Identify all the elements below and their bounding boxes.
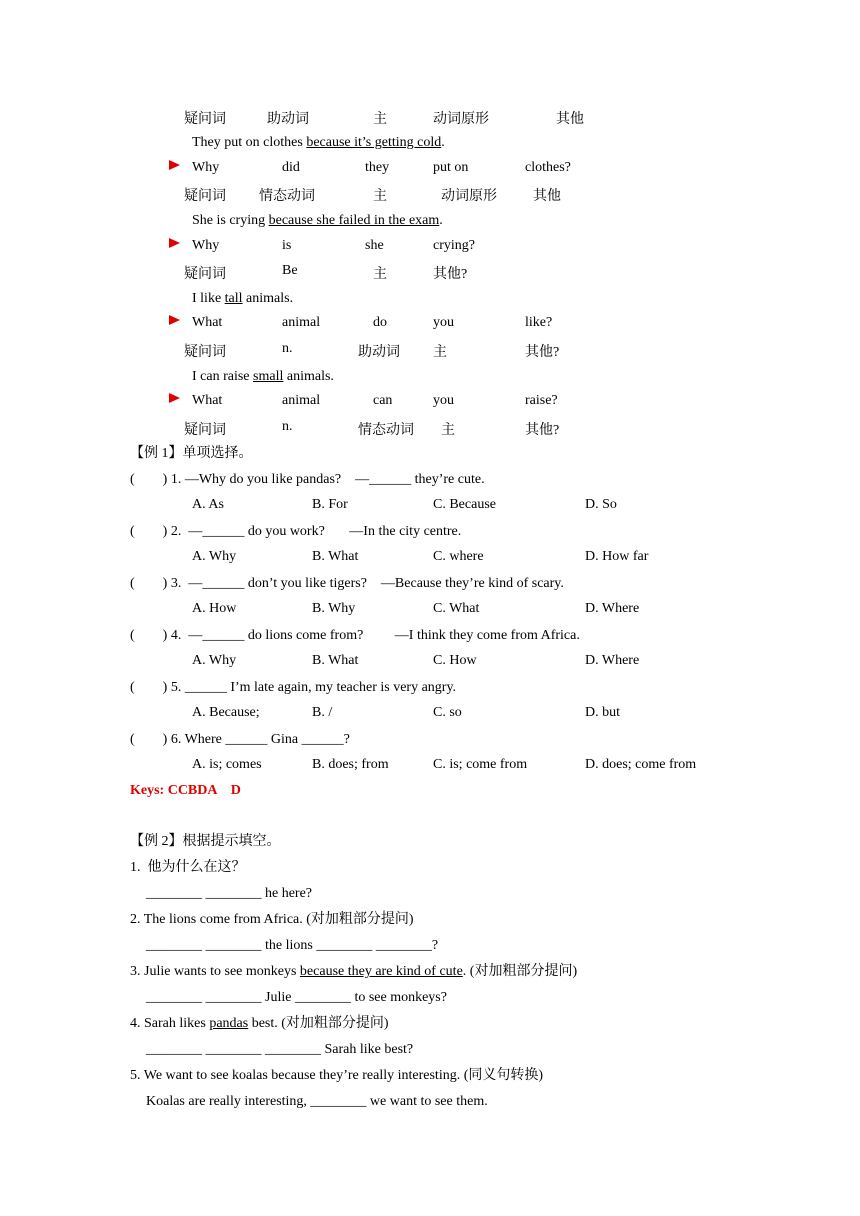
section-title: 【例 1】单项选择。 [130, 446, 253, 461]
section-title: 【例 2】根据提示填空。 [130, 834, 281, 849]
option-d: D. does; come from [585, 757, 697, 772]
label-cell: 疑问词 [184, 112, 226, 127]
option-b: B. / [312, 705, 333, 720]
option-a: A. Because; [192, 705, 260, 720]
option-d: D. How far [585, 549, 649, 564]
option-a: A. is; comes [192, 757, 262, 772]
option-b: B. What [312, 653, 359, 668]
option-c: C. so [433, 705, 462, 720]
label-cell: 主 [373, 267, 387, 282]
label-cell: 其他? [433, 267, 468, 282]
label-cell: 情态动词 [358, 423, 414, 438]
label-cell: 主 [441, 423, 455, 438]
word-cell: animal [282, 393, 321, 408]
label-cell: 其他 [556, 112, 584, 127]
option-c: C. How [433, 653, 477, 668]
word-cell: animal [282, 315, 321, 330]
red-arrow-icon [169, 315, 180, 325]
word-cell: What [192, 315, 223, 330]
option-a: A. Why [192, 653, 237, 668]
question-text: 3. Julie wants to see monkeys because they are kind of cute. (对加粗部分提问) [130, 964, 578, 979]
word-cell: can [373, 393, 393, 408]
option-b: B. For [312, 497, 348, 512]
example-sentence: She is crying because she failed in the exam. [192, 213, 443, 228]
label-cell: 主 [433, 345, 447, 360]
option-c: C. where [433, 549, 484, 564]
word-cell: they [365, 160, 390, 175]
label-cell: n. [282, 419, 293, 434]
option-d: D. but [585, 705, 620, 720]
word-cell: she [365, 238, 384, 253]
label-cell: 疑问词 [184, 423, 226, 438]
option-d: D. So [585, 497, 617, 512]
label-cell: 其他? [525, 423, 560, 438]
option-d: D. Where [585, 653, 640, 668]
question-text: 1. 他为什么在这？ [130, 860, 246, 875]
label-cell: n. [282, 341, 293, 356]
option-b: B. Why [312, 601, 356, 616]
label-cell: 情态动词 [259, 189, 315, 204]
word-cell: Why [192, 238, 220, 253]
word-cell: clothes? [525, 160, 571, 175]
word-cell: What [192, 393, 223, 408]
option-c: C. Because [433, 497, 496, 512]
red-arrow-icon [169, 160, 180, 170]
option-b: B. What [312, 549, 359, 564]
label-cell: 疑问词 [184, 345, 226, 360]
word-cell: Why [192, 160, 220, 175]
label-cell: 其他? [525, 345, 560, 360]
question-text: ( ) 6. Where ______ Gina ______? [130, 732, 350, 747]
word-cell: put on [433, 160, 469, 175]
word-cell: do [373, 315, 387, 330]
label-cell: 主 [373, 189, 387, 204]
example-sentence: I like tall animals. [192, 291, 294, 306]
answer-keys: Keys: CCBDA D [130, 783, 241, 798]
question-text: ( ) 5. ______ I’m late again, my teacher is very angry. [130, 680, 457, 695]
option-c: C. What [433, 601, 480, 616]
option-c: C. is; come from [433, 757, 528, 772]
label-cell: 疑问词 [184, 267, 226, 282]
word-cell: you [433, 393, 454, 408]
example-sentence: I can raise small animals. [192, 369, 334, 384]
question-text: ( ) 2. —______ do you work? —In the city centre. [130, 524, 462, 539]
label-cell: Be [282, 263, 298, 278]
blank-line: ________ ________ he here? [146, 886, 313, 901]
label-cell: 助动词 [358, 345, 400, 360]
label-cell: 其他 [533, 189, 561, 204]
blank-line: Koalas are really interesting, ________ we want to see them. [146, 1094, 488, 1109]
option-d: D. Where [585, 601, 640, 616]
question-text: ( ) 4. —______ do lions come from? —I think they come from Africa. [130, 628, 580, 643]
word-cell: like? [525, 315, 553, 330]
question-text: 5. We want to see koalas because they’re really interesting. (同义句转换) [130, 1068, 544, 1083]
red-arrow-icon [169, 393, 180, 403]
blank-line: ________ ________ Julie ________ to see monkeys? [146, 990, 447, 1005]
red-arrow-icon [169, 238, 180, 248]
blank-line: ________ ________ the lions ________ ________? [146, 938, 439, 953]
question-text: ( ) 1. —Why do you like pandas? —______ they’re cute. [130, 472, 485, 487]
option-a: A. As [192, 497, 224, 512]
example-sentence: They put on clothes because it’s getting cold. [192, 135, 445, 150]
word-cell: is [282, 238, 292, 253]
question-text: 4. Sarah likes pandas best. (对加粗部分提问) [130, 1016, 389, 1031]
word-cell: crying? [433, 238, 475, 253]
label-cell: 助动词 [267, 112, 309, 127]
question-text: ( ) 3. —______ don’t you like tigers? —Because they’re kind of scary. [130, 576, 564, 591]
label-cell: 动词原形 [433, 112, 489, 127]
label-cell: 主 [373, 112, 387, 127]
label-cell: 疑问词 [184, 189, 226, 204]
option-a: A. How [192, 601, 237, 616]
option-b: B. does; from [312, 757, 389, 772]
word-cell: you [433, 315, 454, 330]
word-cell: did [282, 160, 300, 175]
label-cell: 动词原形 [441, 189, 497, 204]
word-cell: raise? [525, 393, 558, 408]
blank-line: ________ ________ ________ Sarah like best? [146, 1042, 414, 1057]
option-a: A. Why [192, 549, 237, 564]
question-text: 2. The lions come from Africa. (对加粗部分提问) [130, 912, 414, 927]
